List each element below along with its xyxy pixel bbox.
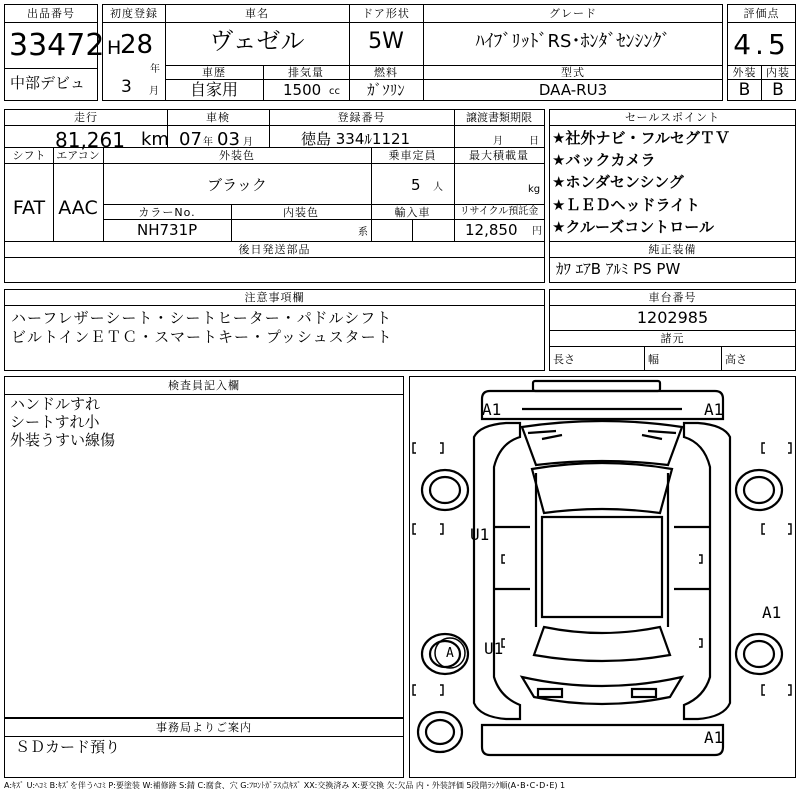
header-inspector: 検査員記入欄 — [168, 379, 240, 392]
sales-point-2: ★バックカメラ — [552, 151, 656, 169]
car-diagram-box — [409, 376, 796, 778]
header-mileage: 走行 — [74, 111, 98, 124]
damage-mark-right-rear: A1 — [762, 603, 782, 622]
inspector-line-1: ハンドルすれ — [10, 395, 101, 413]
header-capacity: 乗車定員 — [388, 149, 437, 162]
sales-point-4: ★ＬＥＤヘッドライト — [552, 196, 700, 214]
first-reg-month: 3 — [121, 77, 132, 97]
model-code: DAA-RU3 — [538, 81, 608, 99]
header-chassis: 車台番号 — [648, 291, 697, 304]
inspector-line-2: シートすれ小 — [10, 413, 100, 431]
damage-mark-rear-bumper: A1 — [704, 728, 724, 747]
header-recycle: リサイクル預託金 — [459, 206, 539, 217]
header-interior: 内装 — [766, 66, 790, 79]
sales-point-1: ★社外ナビ・フルセグＴＶ — [552, 129, 730, 147]
header-color: 外装色 — [219, 149, 255, 162]
damage-mark-left-door-1: U1 — [470, 525, 490, 544]
fuel: ｶﾞｿﾘﾝ — [367, 81, 405, 99]
damage-mark-left-wheel: A — [446, 646, 454, 661]
header-equipment: 純正装備 — [648, 243, 697, 256]
score: 4.5 — [733, 28, 790, 61]
header-office: 事務局よりご案内 — [156, 721, 252, 734]
car-diagram — [410, 377, 795, 777]
notes-box — [4, 289, 545, 371]
car-name: ヴェゼル — [209, 27, 305, 55]
lot-suffix: 中部デビュ — [10, 74, 86, 92]
exterior-grade: B — [738, 80, 751, 100]
header-load: 最大積載量 — [469, 149, 529, 162]
inspection-month: 03 — [217, 129, 240, 150]
damage-mark-front-left: A1 — [482, 400, 502, 419]
capacity: 5 — [411, 176, 421, 194]
interior-color-unit: 系 — [358, 227, 368, 238]
header-transfer: 譲渡書類期限 — [466, 111, 532, 124]
inspector-box — [4, 376, 404, 718]
header-history: 車歴 — [202, 66, 226, 79]
header-inspection: 車検 — [206, 111, 230, 124]
header-first-registration: 初度登録 — [110, 7, 158, 20]
header-import: 輸入車 — [394, 206, 431, 219]
header-shift: シフト — [12, 149, 46, 162]
height-label: 高さ — [725, 353, 747, 366]
score-box — [727, 4, 796, 101]
header-plate: 登録番号 — [337, 111, 386, 124]
legend: A:ｷｽﾞ U:ﾍｺﾐ B:ｷｽﾞを伴うﾍｺﾐ P:要塗装 W:補修跡 S:錆 C:腐食、穴 G:ﾌﾛﾝﾄｶﾞﾗｽ点ｷｽﾞ XX:交換済み X:要交換 欠:欠品 内・外装評価 5段階ﾗﾝｸ順(A･B･C･D･E) 1 — [4, 781, 566, 790]
month-unit: 月 — [149, 86, 159, 97]
chassis-number: 1202985 — [636, 308, 709, 327]
damage-mark-left-door-2: U1 — [484, 639, 504, 658]
header-interior-color: 内装色 — [283, 206, 319, 219]
chassis-box — [549, 289, 796, 371]
mileage-unit: km — [141, 129, 169, 150]
interior-grade: B — [772, 80, 784, 100]
equipment-box — [549, 241, 796, 283]
year-unit: 年 — [150, 64, 160, 75]
lot-number-box — [4, 4, 105, 101]
header-score: 評価点 — [743, 7, 780, 20]
sales-point-5: ★クルーズコントロール — [552, 218, 714, 236]
header-model: 型式 — [561, 66, 585, 79]
header-lot-number: 出品番号 — [27, 7, 75, 20]
details-box — [4, 109, 545, 242]
history: 自家用 — [189, 80, 238, 99]
header-ac: エアコン — [56, 149, 100, 162]
load-unit: kg — [528, 184, 541, 195]
inspection-month-unit: 月 — [243, 137, 253, 148]
office-note: ＳＤカード預り — [15, 738, 121, 756]
lot-number: 33472 — [9, 28, 105, 63]
displacement: 1500 — [283, 81, 322, 99]
header-color-no: カラーNo. — [138, 206, 196, 219]
header-fuel: 燃料 — [374, 66, 398, 79]
header-dimensions: 諸元 — [660, 332, 685, 345]
later-parts-box — [4, 241, 545, 283]
displacement-unit: cc — [329, 86, 340, 97]
damage-mark-front-right: A1 — [704, 400, 724, 419]
width-label: 幅 — [648, 353, 659, 366]
equipment: ｶﾜ ｴｱB ｱﾙﾐ PS PW — [556, 260, 681, 278]
vehicle-info-box — [102, 4, 723, 101]
header-car-name: 車名 — [245, 7, 269, 20]
air-conditioner: AAC — [58, 197, 98, 219]
door-type: 5W — [368, 29, 404, 54]
first-reg-year: 28 — [120, 30, 154, 60]
note-line-1: ハーフレザーシート・シートヒーター・パドルシフト — [11, 309, 393, 327]
note-line-2: ビルトインＥＴＣ・スマートキー・プッシュスタート — [11, 328, 393, 346]
recycle-unit: 円 — [532, 226, 542, 237]
inspection-year-unit: 年 — [203, 137, 213, 148]
office-box — [4, 718, 404, 778]
transfer-day-unit: 日 — [529, 136, 539, 147]
era: H — [107, 37, 122, 59]
inspector-line-3: 外装うすい線傷 — [10, 431, 116, 449]
capacity-unit: 人 — [433, 182, 443, 193]
header-later-parts: 後日発送部品 — [238, 243, 311, 256]
header-displacement: 排気量 — [288, 66, 324, 79]
sales-points-box — [549, 109, 796, 242]
transfer-month-unit: 月 — [493, 136, 503, 147]
header-door: ドア形状 — [362, 7, 410, 20]
header-grade: グレード — [549, 7, 597, 20]
exterior-color: ブラック — [207, 176, 267, 194]
inspection-year: 07 — [179, 129, 202, 150]
header-exterior: 外装 — [732, 66, 757, 79]
plate-number: 徳島 334ﾙ1121 — [301, 130, 411, 148]
grade: ﾊｲﾌﾞﾘｯﾄﾞRS･ﾎﾝﾀﾞｾﾝｼﾝｸﾞ — [475, 31, 671, 52]
length-label: 長さ — [553, 353, 575, 366]
recycle-fee: 12,850 — [465, 221, 518, 239]
header-sales-points: セールスポイント — [624, 111, 720, 124]
sales-point-3: ★ホンダセンシング — [552, 173, 684, 191]
mileage: 81,261 — [55, 128, 125, 152]
shift: FAT — [12, 197, 46, 219]
header-notes: 注意事項欄 — [244, 291, 305, 304]
color-number: NH731P — [137, 221, 198, 239]
